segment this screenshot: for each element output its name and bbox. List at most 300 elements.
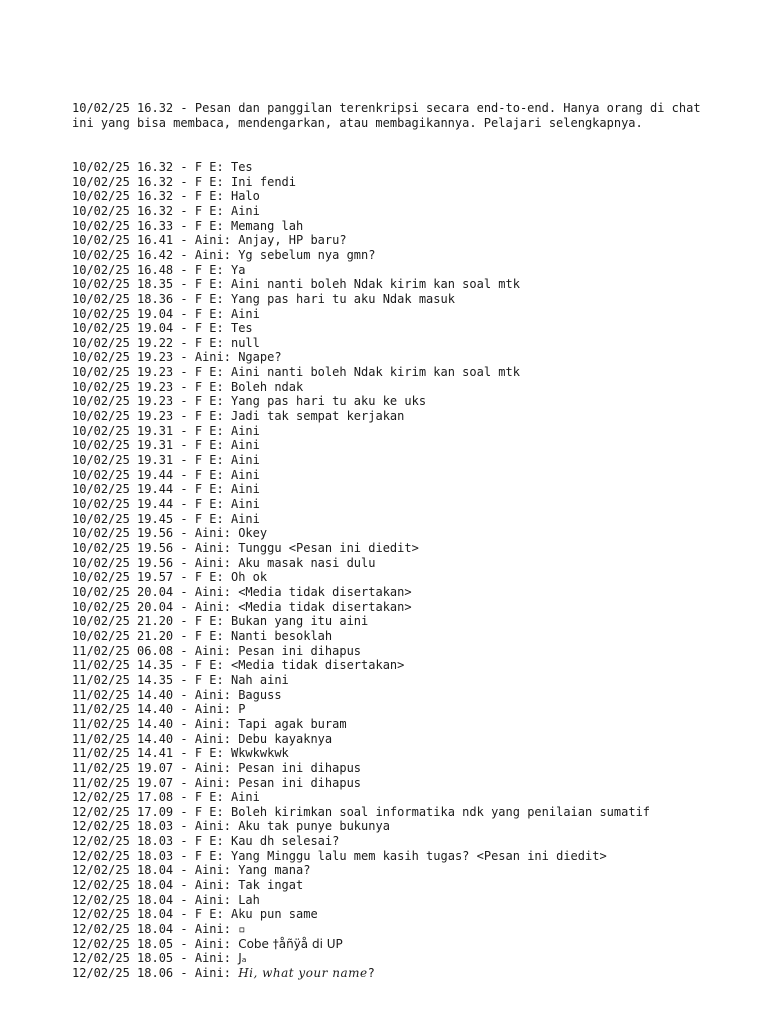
- separator: -: [173, 716, 195, 731]
- separator: -: [173, 614, 195, 629]
- message-timestamp: 12/02/25 17.08: [72, 790, 174, 805]
- message-text: Hi, what your name: [238, 966, 368, 981]
- sender-colon: :: [216, 203, 231, 218]
- message-sender: F E: [194, 335, 217, 350]
- message-timestamp: 10/02/25 19.23: [72, 365, 174, 380]
- message-text: Bukan yang itu aini: [230, 614, 369, 629]
- message-line: [72, 878, 712, 893]
- message-timestamp: 12/02/25 18.04: [72, 922, 174, 937]
- sender-colon: :: [223, 599, 239, 614]
- separator: -: [173, 599, 195, 614]
- sender-colon: :: [223, 966, 239, 981]
- message-line: [72, 482, 712, 497]
- sender-colon: :: [223, 731, 239, 746]
- message-sender: F E: [194, 262, 217, 277]
- separator: -: [173, 291, 195, 306]
- message-timestamp: 10/02/25 19.31: [72, 423, 174, 438]
- message-suffix: ?: [367, 966, 375, 981]
- message-timestamp: 11/02/25 19.07: [72, 775, 174, 790]
- message-line: [72, 863, 712, 878]
- separator: -: [173, 233, 195, 248]
- message-line: [72, 409, 712, 424]
- message-timestamp: 10/02/25 19.31: [72, 453, 174, 468]
- sender-colon: :: [223, 526, 239, 541]
- sender-colon: :: [216, 467, 231, 482]
- message-line: [72, 922, 712, 937]
- separator: -: [173, 628, 195, 643]
- message-sender: Aini: [194, 541, 224, 555]
- message-sender: Aini: [194, 702, 224, 717]
- separator: -: [173, 658, 195, 673]
- message-timestamp: 10/02/25 19.23: [72, 379, 174, 394]
- sender-colon: :: [216, 511, 231, 526]
- message-sender: F E: [194, 511, 217, 526]
- message-timestamp: 10/02/25 18.36: [72, 291, 174, 306]
- message-text: Debu kayaknya: [238, 731, 333, 746]
- separator: -: [173, 203, 195, 218]
- message-timestamp: 11/02/25 14.40: [72, 687, 174, 702]
- message-line: [72, 541, 712, 556]
- message-timestamp: 10/02/25 19.04: [72, 306, 174, 321]
- message-line: [72, 248, 712, 263]
- message-sender: F E: [194, 394, 217, 409]
- message-sender: F E: [194, 482, 217, 497]
- message-timestamp: 10/02/25 21.20: [72, 614, 174, 629]
- separator: -: [173, 541, 195, 555]
- message-timestamp: 11/02/25 14.40: [72, 702, 174, 717]
- sender-colon: :: [216, 379, 231, 394]
- message-sender: F E: [194, 379, 217, 394]
- message-text: Memang lah: [230, 218, 304, 233]
- message-sender: F E: [194, 174, 217, 189]
- message-sender: Aini: [194, 819, 224, 834]
- sender-colon: :: [216, 306, 231, 321]
- separator: -: [173, 321, 195, 336]
- message-line: [72, 307, 712, 322]
- message-sender: Aini: [194, 936, 224, 951]
- separator: -: [173, 790, 195, 805]
- message-line: [72, 937, 712, 952]
- message-text: Nanti besoklah: [230, 628, 333, 643]
- message-timestamp: 12/02/25 18.03: [72, 834, 174, 849]
- separator: -: [173, 966, 195, 981]
- message-sender: F E: [194, 907, 217, 922]
- separator: -: [173, 365, 195, 380]
- message-timestamp: 10/02/25 19.04: [72, 321, 174, 336]
- message-line: [72, 365, 712, 380]
- encryption-notice: [72, 101, 712, 130]
- message-timestamp: 12/02/25 18.06: [72, 966, 174, 981]
- message-line: [72, 717, 712, 732]
- message-sender: Aini: [194, 760, 224, 775]
- separator: -: [173, 584, 195, 599]
- sender-colon: :: [216, 746, 231, 761]
- message-sender: F E: [194, 409, 217, 424]
- message-line: [72, 512, 712, 527]
- separator: -: [173, 863, 195, 878]
- sender-colon: :: [223, 863, 239, 878]
- separator: -: [173, 819, 195, 834]
- sender-colon: :: [216, 277, 231, 292]
- message-line: [72, 805, 712, 820]
- message-text: Kau dh selesai?: [230, 834, 340, 849]
- sender-colon: :: [223, 555, 239, 570]
- message-line: [72, 732, 712, 747]
- sender-colon: :: [223, 760, 239, 775]
- message-timestamp: 10/02/25 19.23: [72, 350, 174, 365]
- separator: -: [173, 482, 195, 497]
- sender-colon: :: [216, 482, 231, 497]
- separator: -: [173, 218, 195, 233]
- message-timestamp: 11/02/25 14.41: [72, 746, 174, 761]
- message-timestamp: 10/02/25 21.20: [72, 628, 174, 643]
- message-text: Boleh kirimkan soal informatika ndk yang penilaian sumatif: [230, 804, 651, 819]
- message-timestamp: 10/02/25 19.44: [72, 467, 174, 482]
- message-timestamp: 10/02/25 19.56: [72, 555, 174, 570]
- chat-export-document: [72, 72, 712, 995]
- message-line: [72, 966, 712, 981]
- message-sender: F E: [194, 218, 217, 233]
- message-sender: F E: [194, 321, 217, 336]
- message-sender: Aini: [194, 584, 224, 599]
- message-line: [72, 497, 712, 512]
- message-sender: Aini: [194, 233, 224, 248]
- message-text: Aini: [230, 511, 260, 526]
- message-sender: F E: [194, 159, 217, 174]
- message-line: [72, 204, 712, 219]
- message-timestamp: 10/02/25 19.44: [72, 497, 174, 512]
- message-timestamp: 12/02/25 18.05: [72, 936, 174, 951]
- separator: -: [173, 526, 195, 541]
- sender-colon: :: [216, 834, 231, 849]
- message-line: [72, 688, 712, 703]
- message-sender: F E: [194, 848, 217, 863]
- sender-colon: :: [216, 159, 231, 174]
- message-text: Yang pas hari tu aku Ndak masuk: [230, 291, 455, 306]
- separator: -: [173, 409, 195, 424]
- message-timestamp: 12/02/25 18.05: [72, 951, 174, 966]
- message-line: [72, 350, 712, 365]
- separator: -: [173, 394, 195, 409]
- message-line: [72, 702, 712, 717]
- message-text: Aini: [230, 790, 260, 805]
- message-text: Halo: [230, 189, 260, 204]
- message-line: [72, 585, 712, 600]
- message-text: <Media tidak disertakan>: [230, 658, 405, 673]
- message-line: [72, 893, 712, 908]
- message-line: [72, 570, 712, 585]
- message-sender: Aini: [194, 731, 224, 746]
- separator: -: [173, 453, 195, 468]
- sender-colon: :: [223, 878, 239, 893]
- message-line: [72, 321, 712, 336]
- message-timestamp: 12/02/25 17.09: [72, 804, 174, 819]
- sender-colon: :: [216, 218, 231, 233]
- message-sender: Aini: [194, 643, 224, 658]
- separator: -: [173, 936, 195, 951]
- message-text: Tapi agak buram: [238, 716, 347, 731]
- sender-colon: :: [223, 951, 239, 966]
- separator: -: [173, 467, 195, 482]
- separator: -: [173, 438, 195, 453]
- separator: -: [173, 848, 195, 863]
- message-timestamp: 10/02/25 19.31: [72, 438, 174, 453]
- message-line: [72, 951, 712, 966]
- message-text: Yg sebelum nya gmn?: [238, 247, 376, 262]
- message-sender: F E: [194, 423, 217, 438]
- separator: -: [173, 643, 195, 658]
- message-line: [72, 600, 712, 615]
- message-sender: F E: [194, 570, 217, 585]
- message-text: Tes: [230, 159, 253, 174]
- message-text: Aini nanti boleh Ndak kirim kan soal mtk: [230, 365, 520, 380]
- message-text: <Media tidak disertakan>: [238, 584, 412, 599]
- message-line: [72, 776, 712, 791]
- message-text: Aini: [230, 453, 260, 468]
- sender-colon: :: [223, 922, 239, 937]
- message-sender: F E: [194, 203, 217, 218]
- message-text: Lah: [238, 892, 260, 907]
- message-timestamp: 10/02/25 20.04: [72, 584, 174, 599]
- message-sender: Aini: [194, 922, 224, 937]
- separator: -: [173, 746, 195, 761]
- sender-colon: :: [223, 247, 239, 262]
- message-text: Aini: [230, 203, 260, 218]
- separator: -: [173, 687, 195, 702]
- message-line: [72, 233, 712, 248]
- separator: -: [173, 892, 195, 907]
- message-sender: F E: [194, 614, 217, 629]
- message-text: Anjay, HP baru?: [238, 233, 347, 248]
- sender-colon: :: [216, 907, 231, 922]
- sender-colon: :: [216, 848, 231, 863]
- sender-colon: :: [216, 189, 231, 204]
- message-timestamp: 10/02/25 19.23: [72, 394, 174, 409]
- sender-colon: :: [223, 716, 239, 731]
- message-timestamp: 11/02/25 14.35: [72, 658, 174, 673]
- message-line: [72, 673, 712, 688]
- message-line: [72, 526, 712, 541]
- message-timestamp: 12/02/25 18.04: [72, 907, 174, 922]
- sender-colon: :: [223, 584, 239, 599]
- message-text: Aku tak punye bukunya: [238, 819, 390, 834]
- separator: -: [173, 174, 195, 189]
- message-text: Oh ok: [230, 570, 268, 585]
- message-timestamp: 11/02/25 14.40: [72, 716, 174, 731]
- message-text: Ini fendi: [230, 174, 297, 189]
- message-text: Aku pun same: [230, 907, 318, 922]
- sender-colon: :: [216, 790, 231, 805]
- separator: -: [173, 922, 195, 937]
- message-text: Aini: [230, 482, 260, 497]
- message-text: Okey: [238, 526, 268, 541]
- message-text: Boleh ndak: [230, 379, 304, 394]
- message-timestamp: 10/02/25 16.41: [72, 233, 174, 248]
- message-timestamp: 10/02/25 19.44: [72, 482, 174, 497]
- message-sender: F E: [194, 746, 217, 761]
- message-text: Aini: [230, 467, 260, 482]
- message-text: P: [238, 702, 246, 717]
- sender-colon: :: [216, 570, 231, 585]
- message-text: Aini nanti boleh Ndak kirim kan soal mtk: [230, 277, 520, 292]
- sender-colon: :: [216, 365, 231, 380]
- message-timestamp: 10/02/25 19.56: [72, 526, 174, 541]
- message-sender: F E: [194, 453, 217, 468]
- message-sender: F E: [194, 497, 217, 512]
- message-timestamp: 12/02/25 18.03: [72, 819, 174, 834]
- sender-colon: :: [216, 262, 231, 277]
- message-sender: F E: [194, 306, 217, 321]
- sender-colon: :: [216, 497, 231, 512]
- notice-text: Pesan dan panggilan terenkripsi secara end-to-end. Hanya orang di chat ini yang bisa membaca, mendengarkan, atau membagikannya. Pelajari selengkapnya.: [72, 101, 708, 130]
- sender-colon: :: [216, 174, 231, 189]
- message-text: Pesan ini dihapus: [238, 760, 362, 775]
- message-text: Yang mana?: [238, 863, 311, 878]
- message-text: Aini: [230, 423, 260, 438]
- separator: -: [173, 189, 195, 204]
- separator: -: [173, 511, 195, 526]
- message-sender: Aini: [194, 878, 224, 893]
- message-timestamp: 12/02/25 18.04: [72, 892, 174, 907]
- message-sender: Aini: [194, 526, 224, 541]
- message-timestamp: 11/02/25 14.40: [72, 731, 174, 746]
- separator: -: [173, 570, 195, 585]
- message-text: Aini: [230, 497, 260, 512]
- message-text: null: [230, 335, 260, 350]
- message-text: <Media tidak disertakan>: [238, 599, 412, 614]
- message-line: [72, 438, 712, 453]
- message-timestamp: 11/02/25 19.07: [72, 760, 174, 775]
- sender-colon: :: [223, 936, 239, 951]
- message-text: Cobe †åñÿå di UP: [238, 936, 343, 951]
- sender-colon: :: [223, 233, 239, 248]
- sender-colon: :: [216, 394, 231, 409]
- message-line: [72, 849, 712, 864]
- separator: -: [173, 834, 195, 849]
- message-text: Ya: [230, 262, 246, 277]
- message-timestamp: 10/02/25 19.45: [72, 511, 174, 526]
- separator: -: [173, 804, 195, 819]
- message-line: [72, 468, 712, 483]
- separator: -: [173, 702, 195, 717]
- separator: -: [173, 379, 195, 394]
- sender-colon: :: [216, 409, 231, 424]
- message-line: [72, 658, 712, 673]
- separator: -: [173, 262, 195, 277]
- message-line: [72, 453, 712, 468]
- message-text: Wkwkwkwk: [230, 746, 289, 761]
- message-text: Ngape?: [238, 350, 282, 365]
- message-timestamp: 10/02/25 16.48: [72, 262, 174, 277]
- message-sender: Aini: [194, 863, 224, 878]
- message-timestamp: 10/02/25 16.32: [72, 159, 174, 174]
- message-line: [72, 907, 712, 922]
- message-timestamp: 12/02/25 18.04: [72, 878, 174, 893]
- separator: -: [173, 907, 195, 922]
- message-text: Tunggu <Pesan ini diedit>: [238, 541, 419, 555]
- message-timestamp: 10/02/25 16.32: [72, 174, 174, 189]
- separator: -: [173, 277, 195, 292]
- message-text: Pesan ini dihapus: [238, 643, 362, 658]
- message-sender: Aini: [194, 966, 224, 981]
- message-list: [72, 160, 712, 981]
- message-sender: F E: [194, 628, 217, 643]
- message-text: Nah aini: [230, 672, 289, 687]
- sender-colon: :: [223, 702, 239, 717]
- message-line: [72, 790, 712, 805]
- sender-colon: :: [216, 453, 231, 468]
- message-timestamp: 12/02/25 18.04: [72, 863, 174, 878]
- message-timestamp: 10/02/25 19.22: [72, 335, 174, 350]
- message-timestamp: 10/02/25 16.32: [72, 189, 174, 204]
- message-line: [72, 160, 712, 175]
- separator: -: [173, 951, 195, 966]
- message-line: [72, 292, 712, 307]
- message-sender: F E: [194, 467, 217, 482]
- message-line: [72, 819, 712, 834]
- separator: -: [173, 775, 195, 790]
- message-sender: F E: [194, 658, 217, 673]
- message-sender: F E: [194, 672, 217, 687]
- message-text: Aini: [230, 438, 260, 453]
- message-line: [72, 175, 712, 190]
- message-sender: Aini: [194, 687, 224, 702]
- message-timestamp: 10/02/25 16.42: [72, 247, 174, 262]
- message-sender: F E: [194, 438, 217, 453]
- message-text: ▫: [238, 922, 246, 937]
- separator: -: [173, 731, 195, 746]
- message-text: Yang Minggu lalu mem kasih tugas? <Pesan ini diedit>: [230, 848, 607, 863]
- message-timestamp: 10/02/25 19.23: [72, 409, 174, 424]
- message-timestamp: 11/02/25 06.08: [72, 643, 174, 658]
- sender-colon: :: [216, 423, 231, 438]
- sender-colon: :: [216, 291, 231, 306]
- message-timestamp: 10/02/25 20.04: [72, 599, 174, 614]
- message-line: [72, 746, 712, 761]
- message-timestamp: 10/02/25 18.35: [72, 277, 174, 292]
- message-sender: Aini: [194, 555, 224, 570]
- message-timestamp: 10/02/25 19.57: [72, 570, 174, 585]
- message-sender: Aini: [194, 892, 224, 907]
- message-sender: F E: [194, 277, 217, 292]
- separator: -: [173, 335, 195, 350]
- message-sender: F E: [194, 804, 217, 819]
- sender-colon: :: [216, 438, 231, 453]
- separator: -: [173, 247, 195, 262]
- separator: -: [173, 760, 195, 775]
- message-line: [72, 263, 712, 278]
- message-line: [72, 834, 712, 849]
- message-sender: Aini: [194, 599, 224, 614]
- message-sender: Aini: [194, 951, 224, 966]
- sender-colon: :: [223, 687, 239, 702]
- message-line: [72, 394, 712, 409]
- message-timestamp: 10/02/25 16.33: [72, 218, 174, 233]
- message-text: Baguss: [238, 687, 282, 702]
- message-text: Tak ingat: [238, 878, 304, 893]
- sender-colon: :: [223, 775, 239, 790]
- message-line: [72, 614, 712, 629]
- message-sender: Aini: [194, 247, 224, 262]
- message-sender: F E: [194, 790, 217, 805]
- sender-colon: :: [216, 672, 231, 687]
- message-sender: F E: [194, 189, 217, 204]
- message-sender: F E: [194, 365, 217, 380]
- message-sender: Aini: [194, 350, 224, 365]
- sender-colon: :: [216, 628, 231, 643]
- message-timestamp: 10/02/25 16.32: [72, 101, 174, 116]
- separator: -: [173, 878, 195, 893]
